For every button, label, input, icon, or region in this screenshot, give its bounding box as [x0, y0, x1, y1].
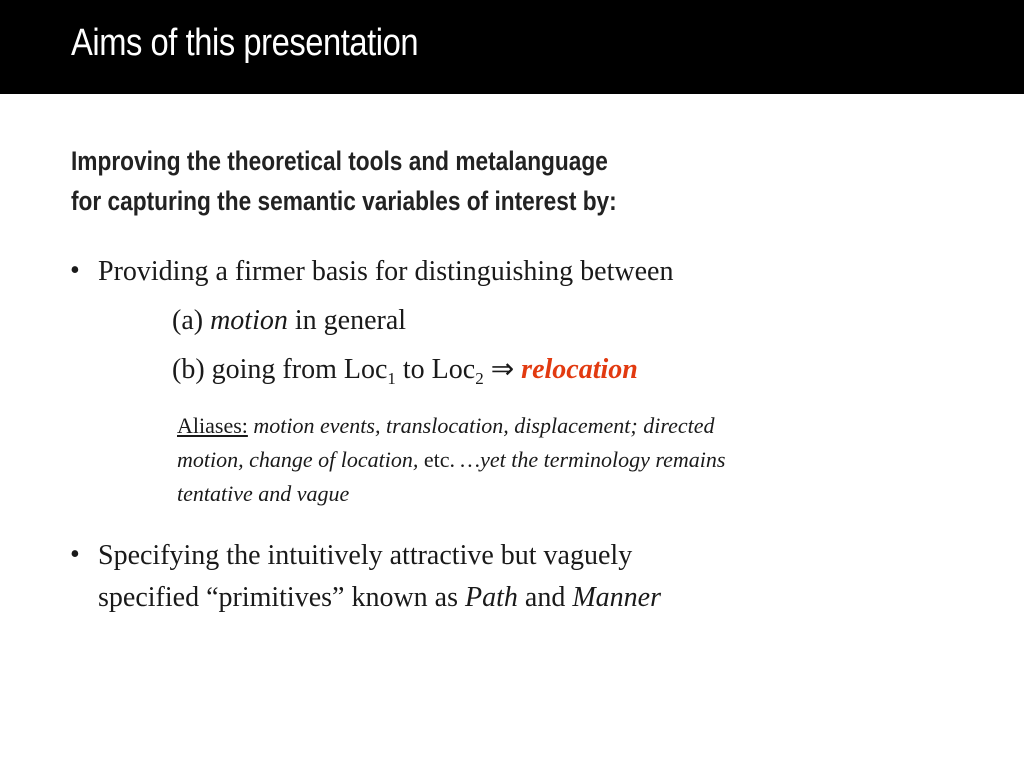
- aliases-line-2: [177, 443, 907, 477]
- item-b: [172, 354, 638, 386]
- bullet-2-and: and: [517, 582, 573, 613]
- title-bar: [0, 0, 1024, 94]
- subtitle-line-1: Improving the theoretical tools and metalanguage: [71, 146, 608, 176]
- item-a-suffix: in general: [287, 305, 407, 336]
- slide-subtitle: [71, 141, 617, 221]
- subtitle-line-2: for capturing the semantic variables of interest by:: [71, 186, 617, 216]
- aliases-text-3: …yet the terminology remains: [460, 447, 726, 472]
- aliases-etc: etc.: [418, 447, 461, 472]
- aliases-line-1: [177, 409, 907, 443]
- loc-subscript-2: 2: [475, 369, 484, 388]
- item-b-prefix: (b) going from Loc: [172, 354, 388, 385]
- bullet-1-text: Providing a firmer basis for distinguishing between: [98, 256, 674, 287]
- bullet-marker-2: •: [70, 539, 80, 570]
- manner-term: Manner: [572, 582, 661, 613]
- aliases-text-1: motion events, translocation, displacement; directed: [247, 413, 715, 438]
- aliases-text-2: motion, change of location,: [177, 447, 419, 472]
- aliases-line-3: [177, 477, 907, 511]
- implies-arrow-icon: ⇒: [483, 354, 522, 385]
- aliases-note: [177, 409, 907, 511]
- item-a-italic: motion: [210, 305, 288, 336]
- path-term: Path: [465, 582, 518, 613]
- loc-subscript-1: 1: [387, 369, 396, 388]
- aliases-text-4: tentative and vague: [177, 481, 350, 506]
- slide-title: Aims of this presentation: [71, 22, 419, 64]
- bullet-marker-1: •: [70, 255, 80, 286]
- bullet-2-plain: specified “primitives” known as: [98, 582, 466, 613]
- item-b-mid: to Loc: [395, 354, 476, 385]
- bullet-2-line-2: [98, 582, 661, 614]
- bullet-2-line-1: Specifying the intuitively attractive but vaguely: [98, 540, 633, 571]
- relocation-highlight: relocation: [521, 354, 638, 385]
- item-a-prefix: (a): [172, 305, 211, 336]
- aliases-label: Aliases:: [177, 413, 248, 438]
- item-a: [172, 305, 406, 337]
